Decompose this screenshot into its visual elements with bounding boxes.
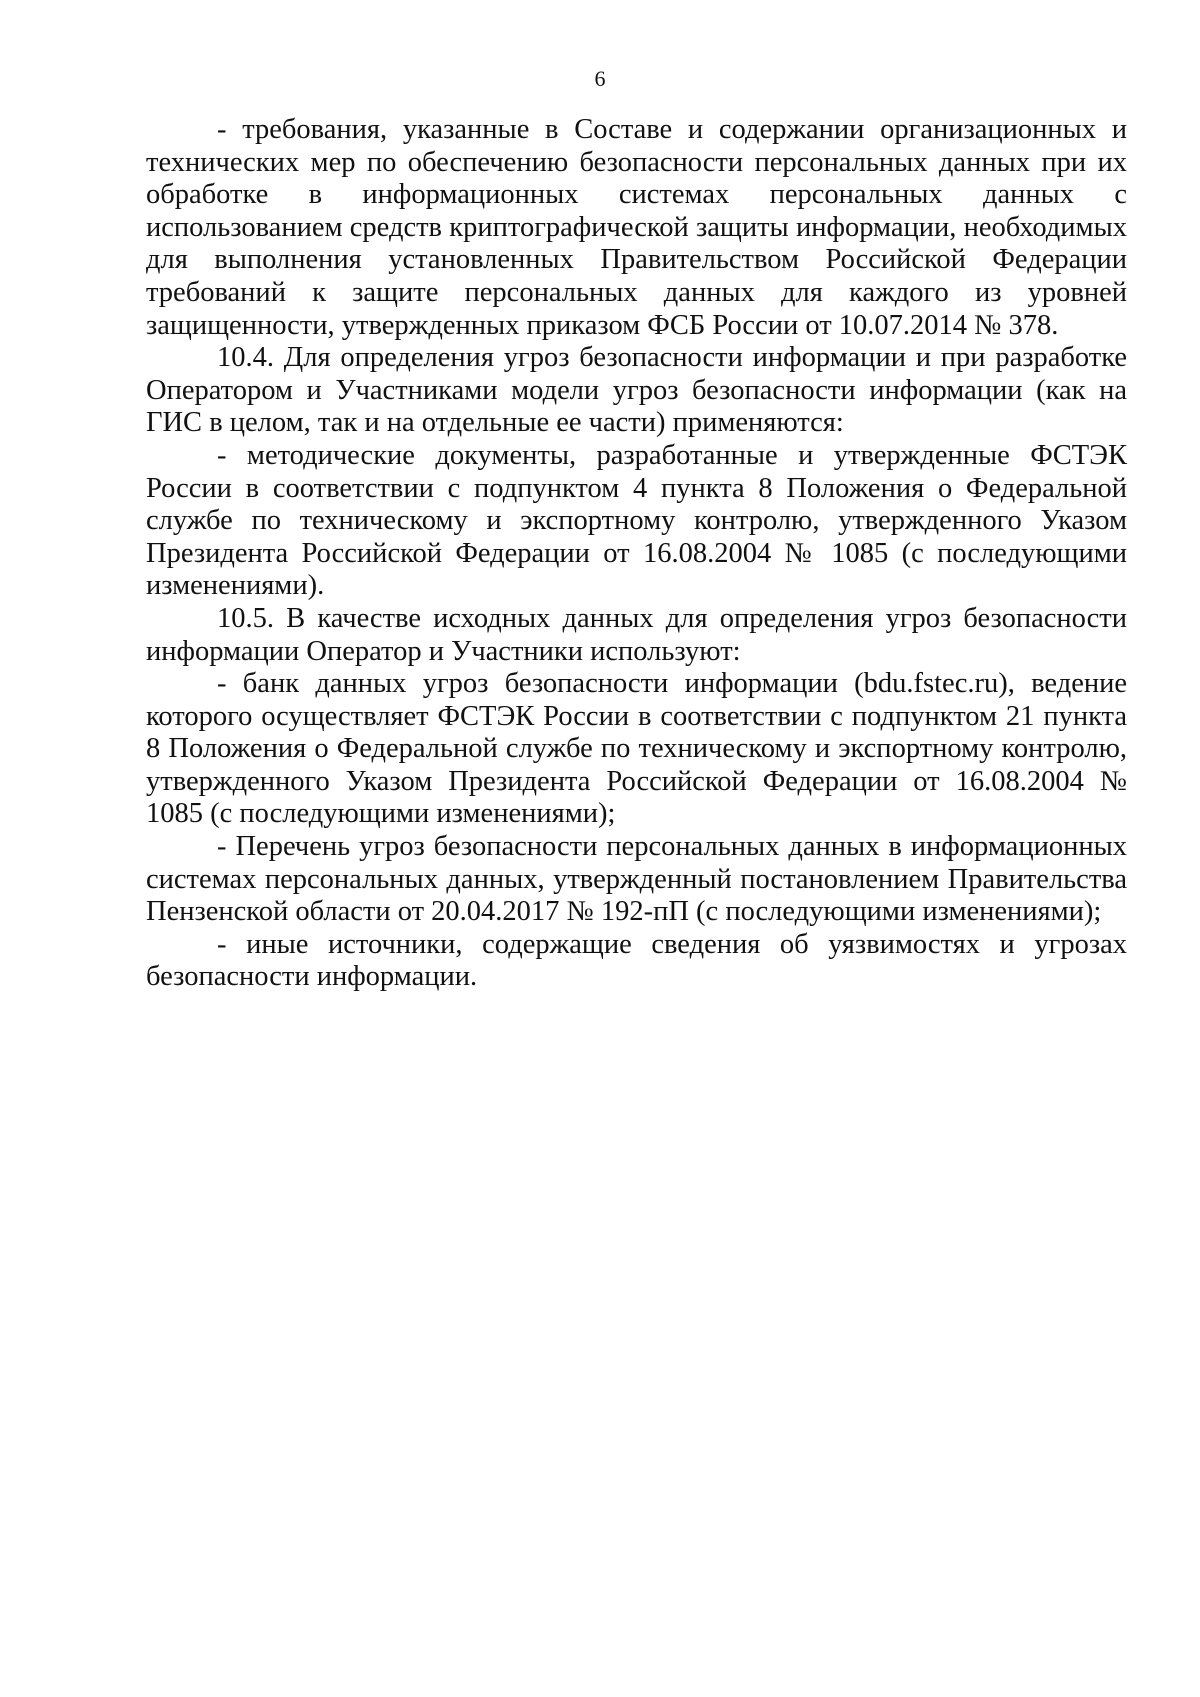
paragraph-other-sources: - иные источники, содержащие сведения об уязвимостях и угрозах безопасности информации.	[146, 928, 1127, 993]
document-body	[146, 114, 1127, 994]
paragraph-fstek-methodical-documents: - методические документы, разработанные и утвержденные ФСТЭК России в соответствии с подпунктом 4 пункта 8 Положения о Федеральной службе по техническому и экспортному контролю, утвержденного Указом Президента Российской Федерации от 16.08.2004 № 1085 (с последующими изменениями).	[146, 439, 1127, 602]
paragraph-fsb-requirements: - требования, указанные в Составе и содержании организационных и технических мер по обеспечению безопасности персональных данных при их обработке в информационных системах персональных данных с использованием средств криптографической защиты информации, необходимых для выполнения установленных Правительством Российской Федерации требований к защите персональных данных для каждого из уровней защищенности, утвержденных приказом ФСБ России от 10.07.2014 № 378.	[146, 114, 1127, 341]
page-number: 6	[594, 66, 606, 91]
paragraph-10-5: 10.5. В качестве исходных данных для определения угроз безопасности информации Оператор и Участники используют:	[146, 602, 1127, 667]
paragraph-threat-database: - банк данных угроз безопасности информации (bdu.fstec.ru), ведение которого осуществляет ФСТЭК России в соответствии с подпунктом 21 пункта 8 Положения о Федеральной службе по техническому и экспортному контролю, утвержденного Указом Президента Российской Федерации от 16.08.2004 № 1085 (с последующими изменениями);	[146, 668, 1127, 830]
paragraph-threat-list: - Перечень угроз безопасности персональных данных в информационных системах персональных данных, утвержденный постановлением Правительства Пензенской области от 20.04.2017 № 192-пП (с последующими изменениями);	[146, 831, 1127, 928]
paragraph-10-4: 10.4. Для определения угроз безопасности информации и при разработке Оператором и Участниками модели угроз безопасности информации (как на ГИС в целом, так и на отдельные ее части) применяются:	[146, 342, 1127, 439]
